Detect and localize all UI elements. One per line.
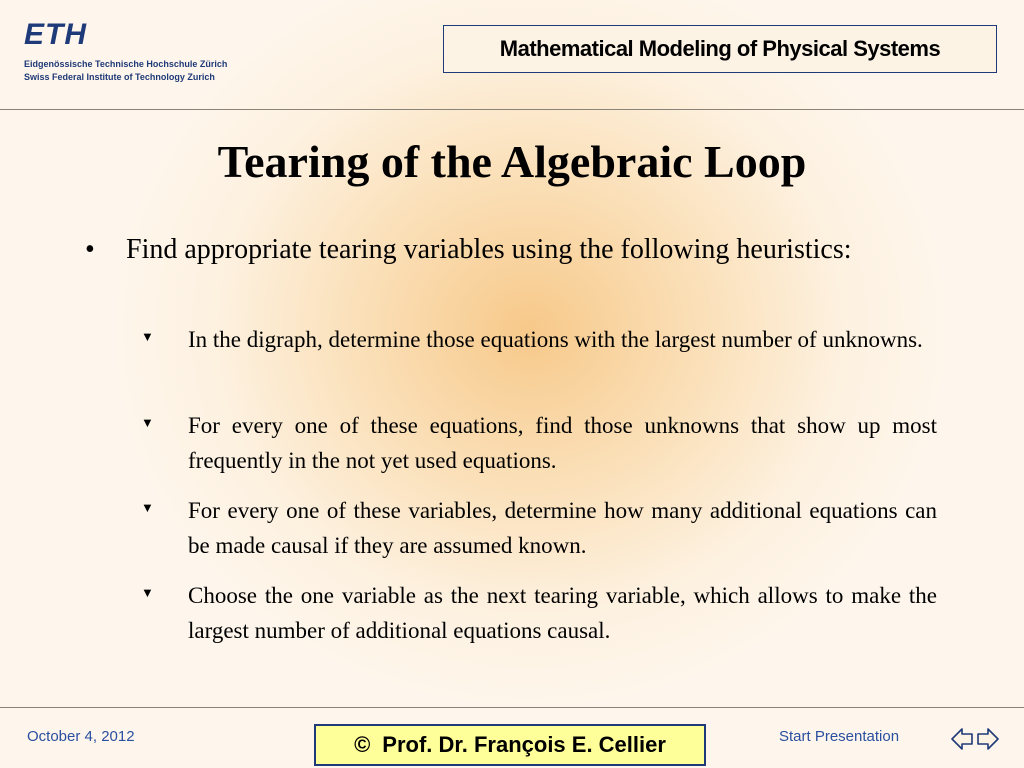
sub-bullet-marker: ▼ bbox=[141, 585, 154, 600]
main-bullet bbox=[85, 230, 937, 270]
eth-logo-mark: ETH bbox=[24, 18, 87, 51]
eth-logo bbox=[24, 20, 274, 95]
sub-bullet bbox=[141, 578, 937, 648]
next-arrow-icon[interactable] bbox=[977, 727, 999, 751]
sub-bullet-marker: ▼ bbox=[141, 415, 154, 430]
header-divider bbox=[0, 109, 1024, 110]
course-title: Mathematical Modeling of Physical Systems bbox=[499, 36, 941, 61]
eth-logo-line-german: Eidgenössische Technische Hochschule Zürich bbox=[24, 59, 228, 69]
course-title-box bbox=[443, 25, 997, 73]
sub-bullet-text: Choose the one variable as the next tearing variable, which allows to make the largest number of additional equations causal. bbox=[188, 583, 937, 643]
author-box bbox=[314, 724, 706, 766]
main-bullet-text: Find appropriate tearing variables using the following heuristics: bbox=[126, 234, 852, 265]
eth-logo-line-english: Swiss Federal Institute of Technology Zurich bbox=[24, 72, 215, 82]
slide-title: Tearing of the Algebraic Loop bbox=[217, 136, 807, 187]
author-name: Prof. Dr. François E. Cellier bbox=[382, 732, 666, 757]
copyright-symbol: © bbox=[354, 732, 371, 757]
sub-bullet bbox=[141, 408, 937, 478]
prev-arrow-icon[interactable] bbox=[951, 727, 973, 751]
sub-bullet-text: For every one of these variables, determine how many additional equations can be made causal if they are assumed known. bbox=[188, 498, 937, 558]
sub-bullet bbox=[141, 493, 937, 563]
sub-bullet-text: In the digraph, determine those equations with the largest number of unknowns. bbox=[188, 327, 923, 352]
sub-bullet-marker: ▼ bbox=[141, 500, 154, 515]
footer-date: October 4, 2012 bbox=[27, 728, 135, 745]
footer-divider bbox=[0, 707, 1024, 708]
sub-bullet bbox=[141, 322, 937, 357]
start-presentation-link[interactable]: Start Presentation bbox=[779, 728, 900, 745]
bullet-marker: • bbox=[85, 234, 95, 265]
sub-bullet-marker: ▼ bbox=[141, 329, 154, 344]
sub-bullet-text: For every one of these equations, find those unknowns that show up most frequently in the not yet used equations. bbox=[188, 413, 937, 473]
